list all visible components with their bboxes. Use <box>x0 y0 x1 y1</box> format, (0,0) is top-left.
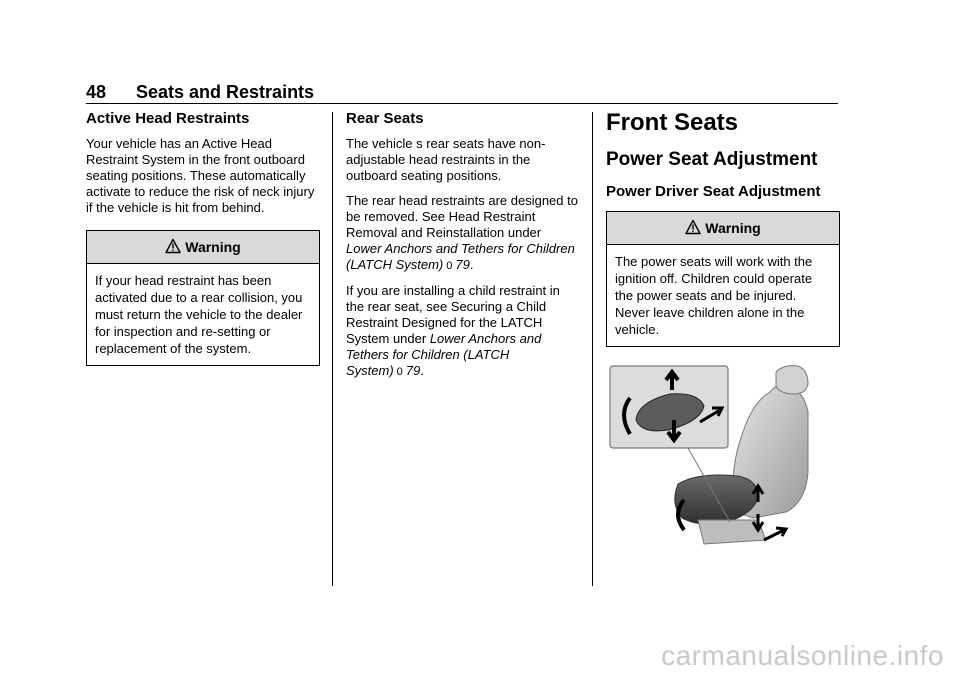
warning-title-2: Warning <box>705 220 761 236</box>
warning-triangle-icon <box>165 238 181 254</box>
page-ref-2[interactable]: 79 <box>405 363 421 378</box>
warning-box-1 <box>86 230 320 366</box>
rear-seats-para-2 <box>346 193 580 274</box>
warning-header-1 <box>87 231 319 264</box>
warning-header-2 <box>607 212 839 245</box>
power-driver-seat-heading: Power Driver Seat Adjustment <box>606 183 821 200</box>
front-seats-heading: Front Seats <box>606 109 739 136</box>
xref-icon: 0 <box>446 260 453 272</box>
header-rule <box>86 103 838 104</box>
section-title: Seats and Restraints <box>136 82 315 102</box>
power-seat-adjustment-heading: Power Seat Adjustment <box>606 149 818 170</box>
page-number: 48 <box>86 82 107 102</box>
column-divider-1 <box>332 112 333 586</box>
para-2-text: The rear head restraints are designed to be removed. See Head Restraint Removal and Reinstallation under <box>346 193 578 240</box>
active-head-restraints-heading: Active Head Restraints <box>86 110 250 127</box>
power-seat-diagram <box>608 362 832 552</box>
rear-seats-para-1: The vehicle s rear seats have non-adjustable head restraints in the outboard seating positions. <box>346 136 546 183</box>
active-head-restraints-body: Your vehicle has an Active Head Restraint System in the front outboard seating positions. These automatically activate to reduce the risk of neck injury if the vehicle is hit from behind. <box>86 136 315 215</box>
page-ref-1[interactable]: 79 <box>455 257 470 272</box>
warning-body-1: If your head restraint has been activated due to a rear collision, you must return the vehicle to the dealer for inspection and re-setting or replacement of the system. <box>95 273 303 356</box>
latch-link-2[interactable]: Lower Anchors and Tethers for Children (LATCH System) <box>346 331 542 378</box>
xref-icon: 0 <box>396 366 403 378</box>
para-2-end: . <box>469 257 474 272</box>
column-2 <box>346 110 580 389</box>
column-1 <box>86 110 320 366</box>
warning-title-1: Warning <box>185 239 241 255</box>
warning-triangle-icon <box>685 219 701 235</box>
watermark: carmanualsonline.info <box>661 640 944 671</box>
latch-link-1[interactable]: Lower Anchors and Tethers for Children (LATCH System) <box>346 241 575 272</box>
page-header <box>86 82 838 104</box>
para-3-end: . <box>420 363 424 378</box>
column-divider-2 <box>592 112 593 586</box>
warning-body-2: The power seats will work with the ignition off. Children could operate the power seats and be injured. Never leave children alone in the vehicle. <box>615 254 813 337</box>
rear-seats-heading: Rear Seats <box>346 110 424 127</box>
column-3 <box>606 109 840 347</box>
para-3-text: If you are installing a child restraint in the rear seat, see Securing a Child Restraint Designed for the LATCH System under <box>346 283 560 346</box>
rear-seats-para-3 <box>346 283 580 380</box>
warning-box-2 <box>606 211 840 347</box>
